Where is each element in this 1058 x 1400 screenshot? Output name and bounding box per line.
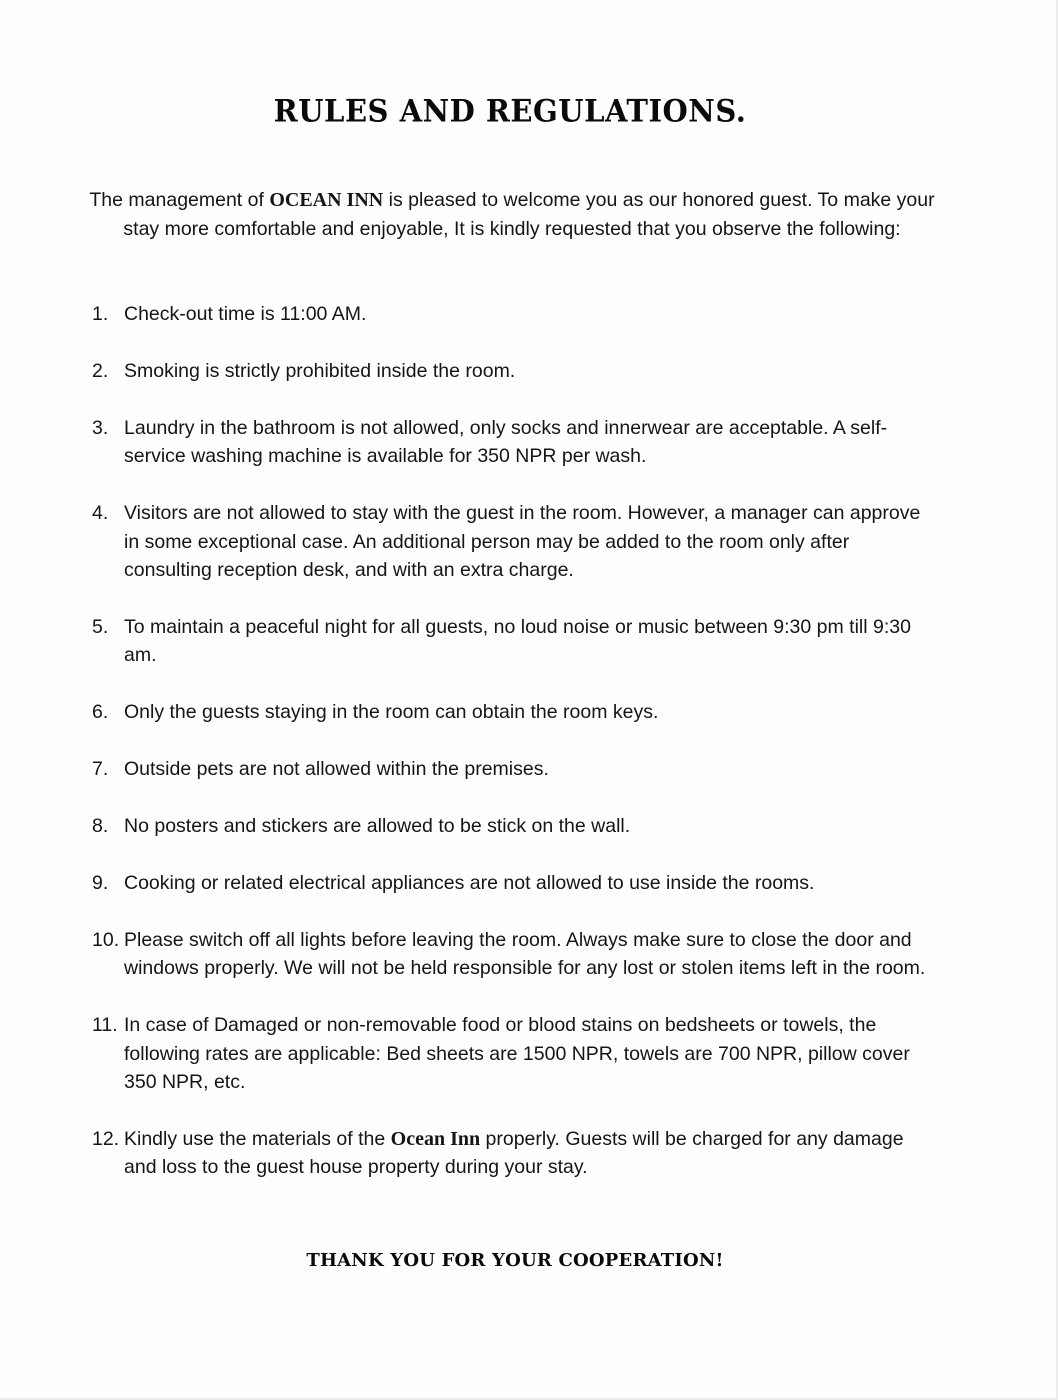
rule-text: Cooking or related electrical appliances are not allowed to use inside the rooms. [124, 871, 815, 894]
intro-text-start: The management of [89, 189, 270, 211]
rule-item [92, 499, 932, 584]
rule-number: 3. [92, 416, 109, 439]
rule-number: 6. [92, 701, 109, 724]
intro-paragraph [88, 186, 936, 244]
rule-number: 5. [92, 615, 109, 638]
rule-number: 11. [92, 1014, 118, 1037]
rule-text: Check-out time is 11:00 AM. [124, 303, 367, 325]
rule-text-start: Kindly use the materials of the [124, 1127, 391, 1150]
rule-text: Visitors are not allowed to stay with the guest in the room. However, a manager can approve in some exceptional case. An additional person may be added to the room only after consulting reception desk, and with an extra charge. [124, 502, 921, 581]
rule-number: 2. [92, 359, 109, 382]
rule-number: 9. [92, 871, 109, 894]
rule-item [92, 755, 932, 783]
rule-number: 12. [92, 1127, 120, 1150]
rule-number: 8. [92, 814, 109, 837]
brand-name: OCEAN INN [269, 189, 384, 211]
rule-item [92, 812, 932, 840]
rule-item [92, 357, 932, 385]
intro-text-end: is pleased to welcome you as our honored guest. To make your stay more comfortable and enjoyable, It is kindly requested that you observe the following: [123, 189, 935, 240]
rule-text: Only the guests staying in the room can obtain the room keys. [124, 701, 659, 724]
document-title: RULES AND REGULATIONS. [273, 93, 747, 129]
rule-text: Laundry in the bathroom is not allowed, only socks and innerwear are acceptable. A self-service washing machine is available for 350 NPR per wash. [124, 416, 888, 468]
rule-number: 1. [92, 303, 109, 325]
rule-item [92, 869, 932, 897]
rule-text: In case of Damaged or non-removable food or blood stains on bedsheets or towels, the following rates are applicable: Bed sheets are 1500 NPR, towels are 700 NPR, pillow cover 350 NPR, etc. [124, 1014, 910, 1093]
rule-text: Smoking is strictly prohibited inside the room. [124, 359, 516, 382]
rule-item [92, 613, 932, 670]
rule-text: Outside pets are not allowed within the premises. [124, 758, 549, 781]
rule-item [92, 1125, 932, 1182]
brand-name: Ocean Inn [390, 1127, 481, 1150]
rule-text: Please switch off all lights before leaving the room. Always make sure to close the door and windows properly. We will not be held responsible for any lost or stolen items left in the room. [124, 928, 926, 980]
rule-item [92, 926, 932, 983]
rule-number: 10. [92, 928, 120, 951]
rule-item [92, 300, 932, 328]
closing-message: THANK YOU FOR YOUR COOPERATION! [306, 1250, 724, 1271]
rules-list [92, 300, 932, 1210]
rule-item [92, 698, 932, 726]
rule-number: 7. [92, 758, 109, 781]
rule-item [92, 1011, 932, 1096]
rule-number: 4. [92, 502, 109, 525]
rule-text-end: properly. Guests will be charged for any damage and loss to the guest house property during your stay. [124, 1127, 904, 1179]
rule-text: To maintain a peaceful night for all guests, no loud noise or music between 9:30 pm till 9:30 am. [124, 615, 911, 667]
rule-text: No posters and stickers are allowed to be stick on the wall. [124, 814, 631, 837]
rule-item [92, 414, 932, 471]
